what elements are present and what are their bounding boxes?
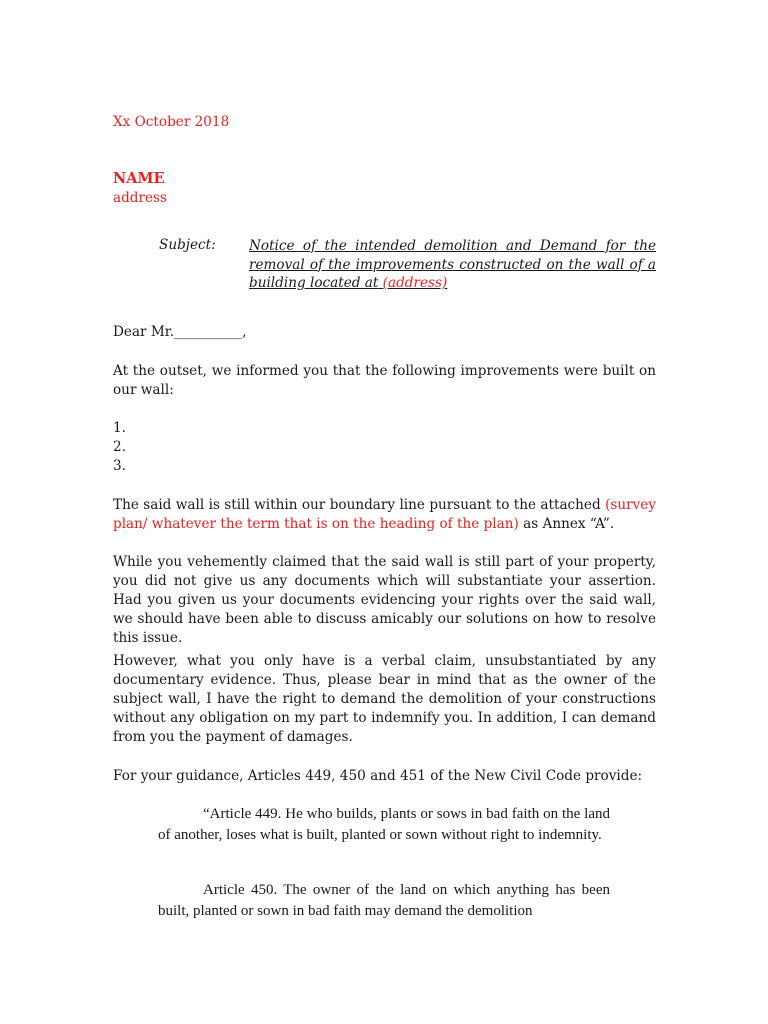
boundary-text-start: The said wall is still within our boundary line pursuant to the attached (113, 497, 601, 513)
article-450-quote: Article 450. The owner of the land on which anything has been built, planted or sown in bad faith may demand the demolition (158, 882, 610, 919)
boundary-paragraph (113, 496, 656, 534)
recipient-address: address (113, 190, 168, 206)
salutation: Dear Mr.__________, (113, 324, 247, 340)
list-item: 2. (113, 439, 126, 455)
subject-address: (address) (382, 275, 448, 291)
claim-paragraph: While you vehemently claimed that the said wall is still part of your property, you did not give us any documents which will substantiate your assertion. Had you given us your documents evidencing your rights over the said wall, we should have been able to discuss amicably our solutions on how to resolve this issue. (113, 554, 656, 646)
subject-text (249, 237, 656, 293)
survey-plan-placeholder: (survey plan/ whatever the term that is on the heading of the plan) (113, 497, 656, 532)
list-item: 1. (113, 420, 126, 436)
list-item: 3. (113, 458, 126, 474)
subject-label: Subject: (159, 237, 216, 253)
recipient-name: NAME (113, 170, 165, 187)
guidance-paragraph: For your guidance, Articles 449, 450 and 451 of the New Civil Code provide: (113, 768, 643, 784)
intro-paragraph: At the outset, we informed you that the following improvements were built on our wall: (113, 363, 656, 398)
article-449-quote: “Article 449. He who builds, plants or sows in bad faith on the land of another, loses what is built, planted or sown without right to indemnity. (158, 806, 610, 843)
improvements-list (113, 419, 656, 476)
subject-body: Notice of the intended demolition and Demand for the removal of the improvements constructed on the wall of a building located at (249, 238, 656, 291)
letter-date: Xx October 2018 (113, 114, 230, 130)
boundary-text-end: as Annex “A”. (523, 516, 615, 532)
demand-paragraph: However, what you only have is a verbal claim, unsubstantiated by any documentary evidence. Thus, please bear in mind that as the owner of the subject wall, I have the right to demand the demolition of your constructions without any obligation on my part to indemnify you. In addition, I can demand from you the payment of damages. (113, 653, 656, 745)
